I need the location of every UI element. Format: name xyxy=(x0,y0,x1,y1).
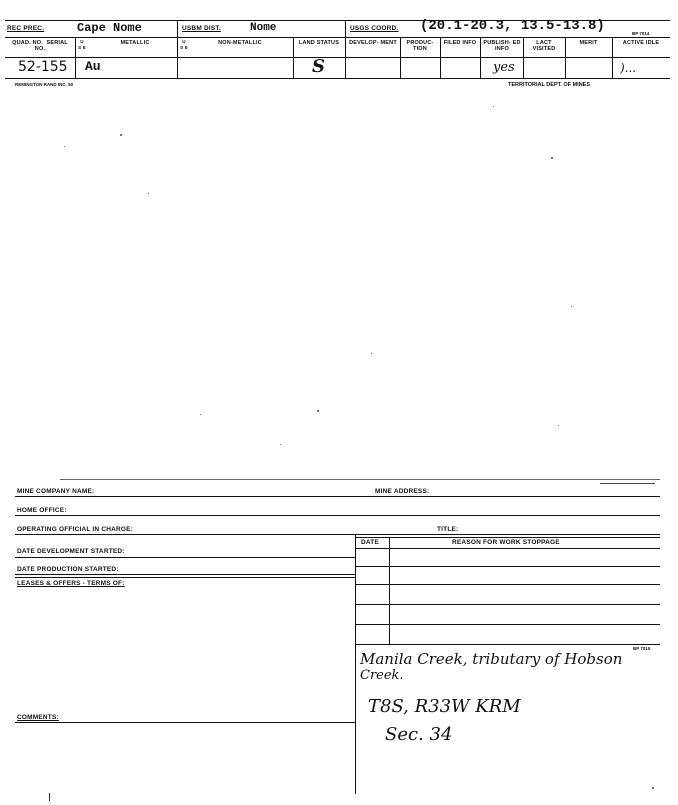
mine-company-name-label: MINE COMPANY NAME: xyxy=(17,488,95,495)
col-active-idle: ACTIVE IDLE xyxy=(622,40,660,46)
col-quad-no: QUAD. NO. xyxy=(12,40,43,46)
handwritten-note-line1: Manila Creek, tributary of Hobson xyxy=(360,650,623,668)
mine-address-label: MINE ADDRESS: xyxy=(375,488,430,495)
col-non-metallic: NON-METALLIC xyxy=(218,40,262,46)
leases-label: LEASES & OFFERS - TERMS OF: xyxy=(17,580,125,587)
usgs-coord-label: USGS COORD. xyxy=(350,25,399,32)
col-land-status: LAND STATUS xyxy=(298,40,340,46)
date-column-header: DATE xyxy=(361,539,380,546)
col-metallic: METALLIC xyxy=(120,40,150,46)
usgs-coord-value: (20.1-20.3, 13.5-13.8) xyxy=(420,18,605,34)
col-production: PRODUC- TION xyxy=(406,40,434,52)
footer-right: TERRITORIAL DEPT. OF MINES xyxy=(508,82,590,88)
usbm-dist-value: Nome xyxy=(250,22,277,34)
home-office-label: HOME OFFICE: xyxy=(17,507,67,514)
col-use-nonmetallic: U S E xyxy=(180,39,188,50)
col-last-visited: LACT VISITED xyxy=(532,40,556,52)
comments-label: COMMENTS: xyxy=(17,714,59,721)
metallic-value: Au xyxy=(85,59,101,74)
operating-official-label: OPERATING OFFICIAL IN CHARGE: xyxy=(17,526,134,533)
col-development: DEVELOP- MENT xyxy=(349,40,397,46)
date-development-label: DATE DEVELOPMENT STARTED: xyxy=(17,548,125,555)
date-production-label: DATE PRODUCTION STARTED: xyxy=(17,566,119,573)
col-serial-no: SERIAL NO. xyxy=(34,40,68,52)
active-idle-value: )... xyxy=(620,61,637,75)
land-status-value: S xyxy=(312,56,325,77)
rec-prec-label: REC PREC. xyxy=(7,25,45,32)
handwritten-location-line1: T8S, R33W KRM xyxy=(368,696,521,717)
col-use-metallic: U S E xyxy=(78,39,86,50)
reason-column-header: REASON FOR WORK STOPPAGE xyxy=(452,539,560,546)
handwritten-note-line2: Creek. xyxy=(360,668,404,683)
title-label: TITLE: xyxy=(437,526,459,533)
published-info-value: yes xyxy=(493,60,515,75)
rec-prec-value: Cape Nome xyxy=(77,21,142,35)
quad-serial-value: 52-155 xyxy=(18,59,68,75)
col-quad-serial xyxy=(8,40,72,52)
handwritten-location-line2: Sec. 34 xyxy=(385,724,453,745)
col-filed-info: FILED INFO xyxy=(443,40,477,46)
usbm-dist-label: USBM DIST. xyxy=(182,25,221,32)
form-number-2: BP 7015 xyxy=(633,646,651,651)
form-number: BP 7014 xyxy=(632,31,650,36)
col-published-info: PUBLISH- ED INFO xyxy=(483,40,521,52)
footer-left: REMINGTON RAND INC. 50 xyxy=(15,82,74,87)
col-merit: MERIT xyxy=(579,40,598,46)
